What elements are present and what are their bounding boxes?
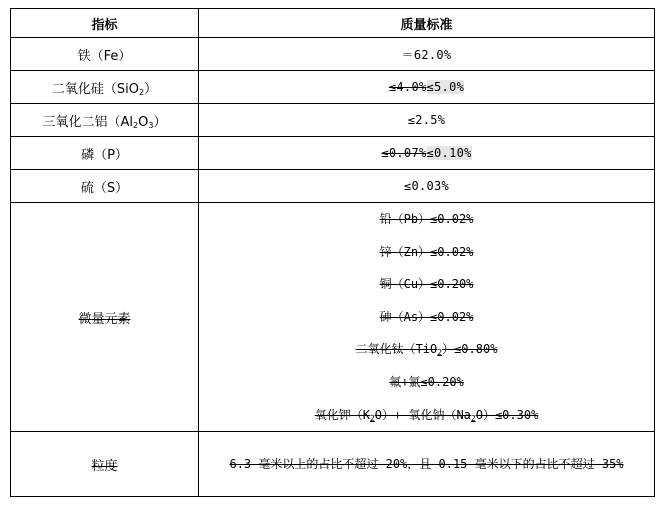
row-value-s: ≤0.03% [199, 170, 655, 203]
table-row-trace [11, 203, 655, 432]
header-indicator: 指标 [11, 9, 199, 38]
row-name-s: 硫（S） [11, 170, 199, 203]
row-name-sio2: 二氧化硅（SiO$_2$） [11, 71, 199, 104]
table-row [11, 104, 655, 137]
new-value: ≤5.0% [426, 80, 465, 94]
row-value-sio2 [199, 71, 655, 104]
header-standard: 质量标准 [199, 9, 655, 38]
trace-item-cu: 铜（Cu）≤0.20% [379, 277, 474, 292]
table-row [11, 170, 655, 203]
row-value-fe: ＝62.0% [199, 38, 655, 71]
table-row-grain [11, 432, 655, 497]
old-value: ≤0.07% [381, 146, 427, 160]
trace-item-alkali: 氧化钾$(K_2O)+$ 氧化钠$(Na_2O)\le 0.30\%$ [314, 407, 539, 423]
row-value-grain: 6.3 毫米以上的占比不超过 20%，且 0.15 毫米以下的占比不超过 35% [199, 432, 655, 497]
row-name-al2o3: 三氧化二铝$(Al_2O_3)$ [11, 104, 199, 137]
row-name-fe: 铁（Fe） [11, 38, 199, 71]
quality-spec-table [10, 8, 655, 497]
row-name-grain: 粒度 [11, 432, 199, 497]
table-row [11, 137, 655, 170]
new-value: ≤0.10% [426, 146, 472, 160]
row-value-p [199, 137, 655, 170]
trace-item-fluorine-chlorine: 氟+氯≤0.20% [389, 374, 464, 389]
table-row [11, 71, 655, 104]
old-value: ≤4.0% [388, 80, 427, 94]
quality-spec-table-wrapper [10, 8, 655, 497]
row-name-trace: 微量元素 [11, 203, 199, 432]
trace-item-zn: 锌（Zn）≤0.02% [379, 244, 474, 259]
row-name-p: 磷（P） [11, 137, 199, 170]
trace-item-tio2: 二氧化钛（TiO$_2$）≤0.80% [355, 342, 498, 358]
row-value-al2o3: ≤2.5% [199, 104, 655, 137]
trace-item-pb: 铅（Pb）≤0.02% [379, 212, 474, 226]
trace-item-as: 砷（As）≤0.02% [379, 309, 474, 324]
row-value-trace [199, 203, 655, 432]
table-header-row [11, 9, 655, 38]
table-row [11, 38, 655, 71]
